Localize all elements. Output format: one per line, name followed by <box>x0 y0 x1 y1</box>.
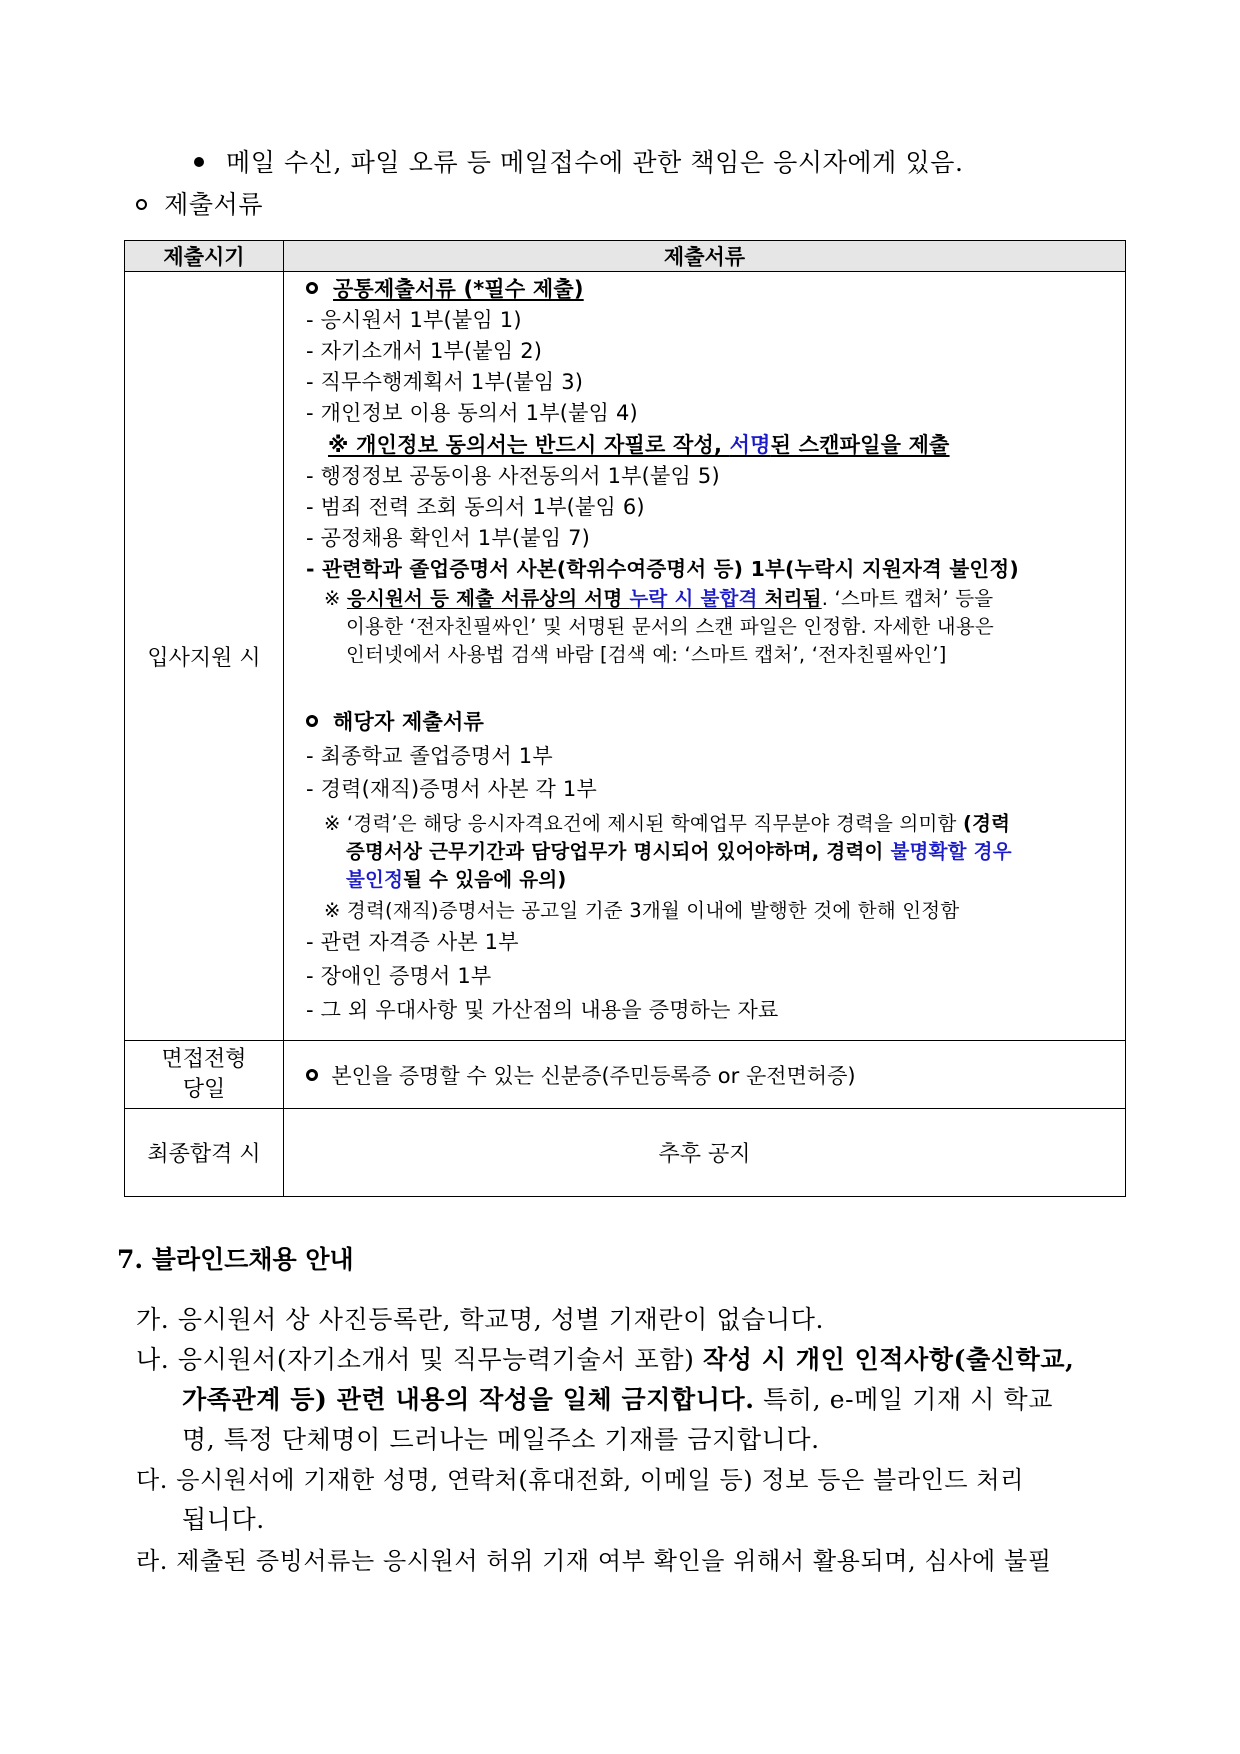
applicable-docs-title: 해당자 제출서류 <box>306 709 484 735</box>
blind-item-da: 다. 응시원서에 기재한 성명, 연락처(휴대전화, 이메일 등) 정보 등은 블라인드 처리 <box>136 1466 1024 1494</box>
documents-cell-interview: 본인을 증명할 수 있는 신분증(주민등록증 or 운전면허증) <box>284 1041 1126 1109</box>
degree-certificate-item: - 관련학과 졸업증명서 사본(학위수여증명서 등) 1부(누락시 지원자격 불인정) <box>306 557 1019 581</box>
circle-bullet-icon <box>306 282 318 294</box>
applicable-doc-item: - 경력(재직)증명서 사본 각 1부 <box>306 777 597 801</box>
documents-cell-final: 추후 공지 <box>284 1109 1126 1197</box>
applicable-doc-item: - 그 외 우대사항 및 가산점의 내용을 증명하는 자료 <box>306 998 779 1022</box>
blind-item-na-line3: 명, 특정 단체명이 드러나는 메일주소 기재를 금지합니다. <box>182 1425 820 1454</box>
common-doc-item: - 자기소개서 1부(붙임 2) <box>306 339 543 363</box>
blind-item-da-line2: 됩니다. <box>182 1505 265 1534</box>
blind-item-ga: 가. 응시원서 상 사진등록란, 학교명, 성별 기재란이 없습니다. <box>136 1305 825 1334</box>
privacy-consent-note: ※ 개인정보 동의서는 반드시 자필로 작성, 서명된 스캔파일을 제출 <box>328 433 950 457</box>
common-doc-item: - 응시원서 1부(붙임 1) <box>306 308 522 332</box>
blind-item-na: 나. 응시원서(자기소개서 및 직무능력기술서 포함) 작성 시 개인 인적사항(출신학교, <box>136 1345 1075 1374</box>
career-note: ※ ‘경력’은 해당 응시자격요건에 제시된 학예업무 직무분야 경력을 의미함 (경력 <box>324 812 1011 835</box>
email-responsibility-line: 메일 수신, 파일 오류 등 메일접수에 관한 책임은 응시자에게 있음. <box>226 148 964 177</box>
signature-note-line2: 이용한 ‘전자친필싸인’ 및 서명된 문서의 스캔 파일은 인정함. 자세한 내용은 <box>346 615 994 638</box>
career-note-line3: 불인정될 수 있음에 유의) <box>346 868 567 891</box>
time-cell-apply: 입사지원 시 <box>125 272 284 1041</box>
time-cell-final: 최종합격 시 <box>125 1109 284 1197</box>
hollow-circle-icon <box>136 199 147 210</box>
submission-documents-table <box>124 240 1126 1197</box>
section-label-submission: 제출서류 <box>136 185 263 221</box>
circle-bullet-icon <box>306 715 318 727</box>
time-cell-interview: 면접전형 당일 <box>125 1041 284 1109</box>
signature-note-line3: 인터넷에서 사용법 검색 바람 [검색 예: ‘스마트 캡처’, ‘전자친필싸인’] <box>346 643 947 666</box>
common-docs-title: 공통제출서류 (*필수 제출) <box>306 276 584 302</box>
bullet-dot-icon <box>194 157 204 167</box>
applicable-doc-item: - 관련 자격증 사본 1부 <box>306 930 519 954</box>
applicable-doc-item: - 최종학교 졸업증명서 1부 <box>306 744 553 768</box>
header-submission-time: 제출시기 <box>125 241 284 272</box>
signature-note: ※ 응시원서 등 제출 서류상의 서명 누락 시 불합격 처리됨. ‘스마트 캡처’ 등을 <box>324 587 994 610</box>
section7-title: 7. 블라인드채용 안내 <box>117 1245 354 1274</box>
common-doc-item: - 행정정보 공동이용 사전동의서 1부(붙임 5) <box>306 464 720 488</box>
documents-cell-apply <box>284 272 1126 1041</box>
common-doc-item: - 직무수행계획서 1부(붙임 3) <box>306 370 584 394</box>
career-cert-note: ※ 경력(재직)증명서는 공고일 기준 3개월 이내에 발행한 것에 한해 인정함 <box>324 899 960 922</box>
blind-item-ra: 라. 제출된 증빙서류는 응시원서 허위 기재 여부 확인을 위해서 활용되며, 심사에 불필 <box>136 1547 1052 1575</box>
header-submission-documents: 제출서류 <box>284 241 1126 272</box>
career-note-line2: 증명서상 근무기간과 담당업무가 명시되어 있어야하며, 경력이 불명확할 경우 <box>346 840 1012 863</box>
common-doc-item: - 공정채용 확인서 1부(붙임 7) <box>306 526 591 550</box>
circle-bullet-icon <box>306 1069 318 1081</box>
applicable-doc-item: - 장애인 증명서 1부 <box>306 964 492 988</box>
blind-item-na-line2: 가족관계 등) 관련 내용의 작성을 일체 금지합니다. 특히, e-메일 기재 시 학교 <box>182 1385 1054 1414</box>
common-doc-item: - 범죄 전력 조회 동의서 1부(붙임 6) <box>306 495 645 519</box>
common-doc-item: - 개인정보 이용 동의서 1부(붙임 4) <box>306 401 638 425</box>
